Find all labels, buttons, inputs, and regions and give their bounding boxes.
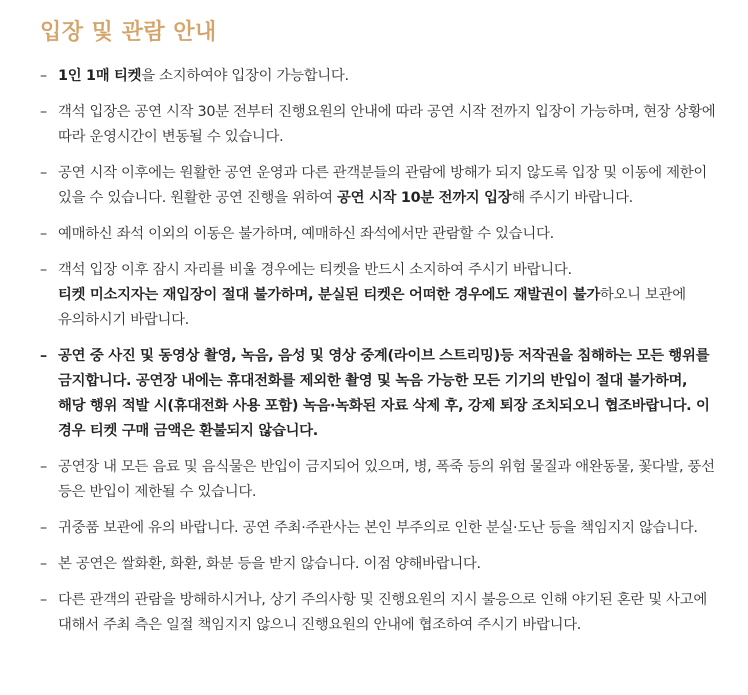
notice-item-late-entry	[40, 161, 718, 211]
notice-item-wreath	[40, 552, 718, 577]
notice-emphasis: 1인 1매 티켓	[58, 68, 142, 84]
notice-item-seat	[40, 222, 718, 247]
notice-emphasis: 공연 시작 10분 전까지 입장	[337, 190, 512, 206]
notice-text: 해 주시기 바랍니다.	[511, 190, 633, 206]
notice-emphasis: 공연 중 사진 및 동영상 촬영, 녹음, 음성 및 영상 중계(라이브 스트리밍)등 저작권을 침해하는 모든 행위를 금지합니다. 공연장 내에는 휴대전화를 제외한 촬영 및 녹음 가능한 모든 기기의 반입이 절대 불가하며, 해당 행위 적발 시(휴대전화 사용 포함) 녹음·녹화된 자료 삭제 후, 강제 퇴장 조치되오니 협조바랍니다. 이 경우 티켓 구매 금액은 환불되지 않습니다.	[58, 348, 710, 439]
notice-text: 공연 시작 이후에는 원활한 공연 운영과 다른 관객분들의 관람에 방해가 되지 않도록 입장 및 이동에 제한이 있을 수 있습니다. 원활한 공연 진행을 위하여	[58, 165, 707, 206]
notice-text: 다른 관객의 관람을 방해하시거나, 상기 주의사항 및 진행요원의 지시 불응으로 인해 야기된 혼란 및 사고에 대해서 주최 측은 일절 책임지지 않으니 진행요원의 안내에 협조하여 주시기 바랍니다.	[58, 592, 707, 633]
notice-item-liability	[40, 588, 718, 638]
notice-text: 본 공연은 쌀화환, 화환, 화분 등을 받지 않습니다. 이점 양해바랍니다.	[58, 556, 481, 572]
notice-item-recording	[40, 344, 718, 444]
notice-emphasis: 티켓 미소지자는 재입장이 절대 불가하며, 분실된 티켓은 어떠한 경우에도 재발권이 불가	[58, 287, 600, 303]
notice-text: 귀중품 보관에 유의 바랍니다. 공연 주최·주관사는 본인 부주의로 인한 분실·도난 등을 책임지지 않습니다.	[58, 520, 698, 536]
notice-item-valuables	[40, 516, 718, 541]
notice-item-reentry	[40, 258, 718, 333]
notice-text: 하오니 보관에 유의하시기 바랍니다.	[58, 287, 686, 328]
notice-text: 예매하신 좌석 이외의 이동은 불가하며, 예매하신 좌석에서만 관람할 수 있습니다.	[58, 226, 554, 242]
notice-item-food	[40, 455, 718, 505]
notice-item-ticket	[40, 64, 718, 89]
notice-text: 객석 입장은 공연 시작 30분 전부터 진행요원의 안내에 따라 공연 시작 전까지 입장이 가능하며, 현장 상황에 따라 운영시간이 변동될 수 있습니다.	[58, 104, 716, 145]
notice-text: 객석 입장 이후 잠시 자리를 비울 경우에는 티켓을 반드시 소지하여 주시기 바랍니다.	[58, 262, 572, 278]
notice-text: 을 소지하여야 입장이 가능합니다.	[141, 68, 349, 84]
notice-text: 공연장 내 모든 음료 및 음식물은 반입이 금지되어 있으며, 병, 폭죽 등의 위험 물질과 애완동물, 꽃다발, 풍선 등은 반입이 제한될 수 있습니다.	[58, 459, 715, 500]
notice-list	[40, 64, 718, 638]
page-title: 입장 및 관람 안내	[40, 20, 217, 45]
notice-item-entry-time	[40, 100, 718, 150]
